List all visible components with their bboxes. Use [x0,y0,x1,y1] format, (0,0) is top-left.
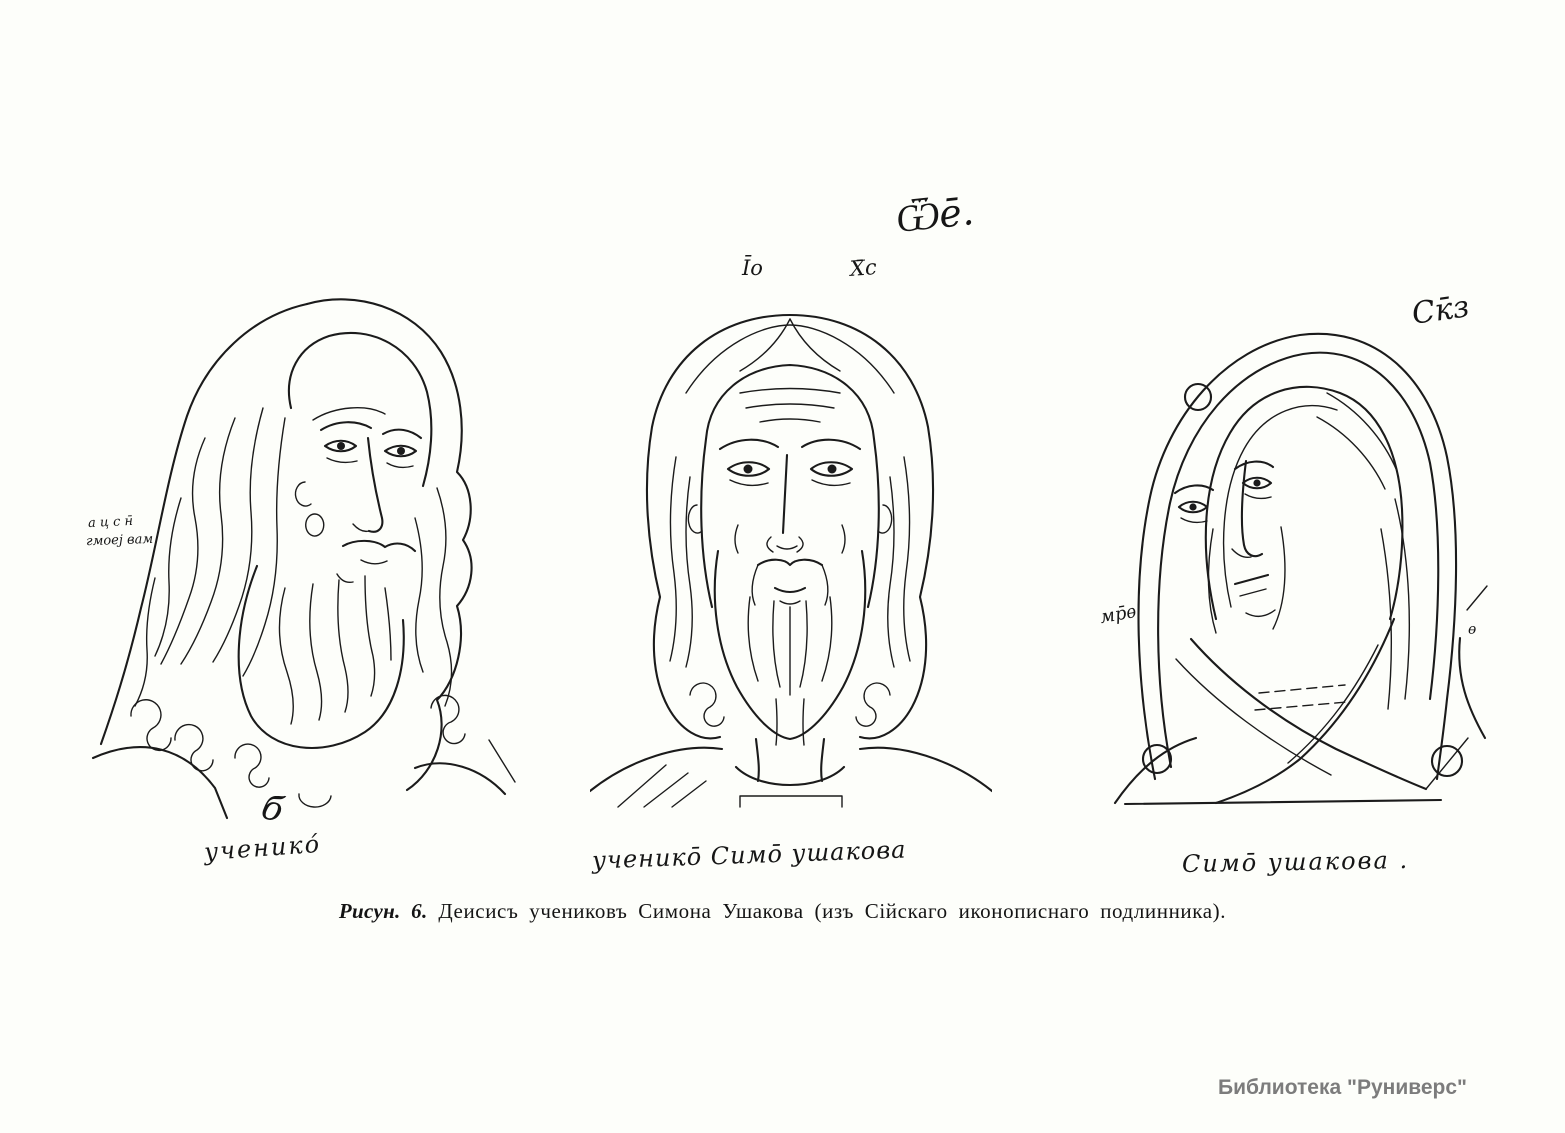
center-top-inscription: Ѿе̄. [893,189,976,241]
library-watermark: Библиотека "Руниверс" [1218,1076,1468,1099]
right-thu-inscription: ѳ [1468,620,1477,638]
right-signature: Симō ушакова . [1181,846,1410,878]
left-signature: ученико́ [203,829,322,867]
figure-caption-number: Рисун. 6. [338,899,428,923]
left-note-line2: гмоеј вам [85,531,154,550]
figure-caption-text: Деисисъ учениковъ Симона Ушакова (изъ Сійскаго иконописнаго подлинника). [438,899,1227,923]
center-signature: ученикō Симō ушакова [591,835,907,875]
christogram-xc: Х̄с [849,255,878,281]
right-top-inscription: Ск̄з [1409,289,1472,332]
left-signature-flourish: б [257,787,288,831]
figure-caption [0,899,1565,924]
left-figure-drawing [85,288,517,820]
christogram-ic: І̄о [742,256,763,280]
right-figure-drawing [1095,297,1497,809]
right-mp-inscription: мр̄ѳ [1098,601,1138,629]
center-figure-drawing [590,297,992,809]
left-note-line1: а ц с н̄ [87,513,134,532]
